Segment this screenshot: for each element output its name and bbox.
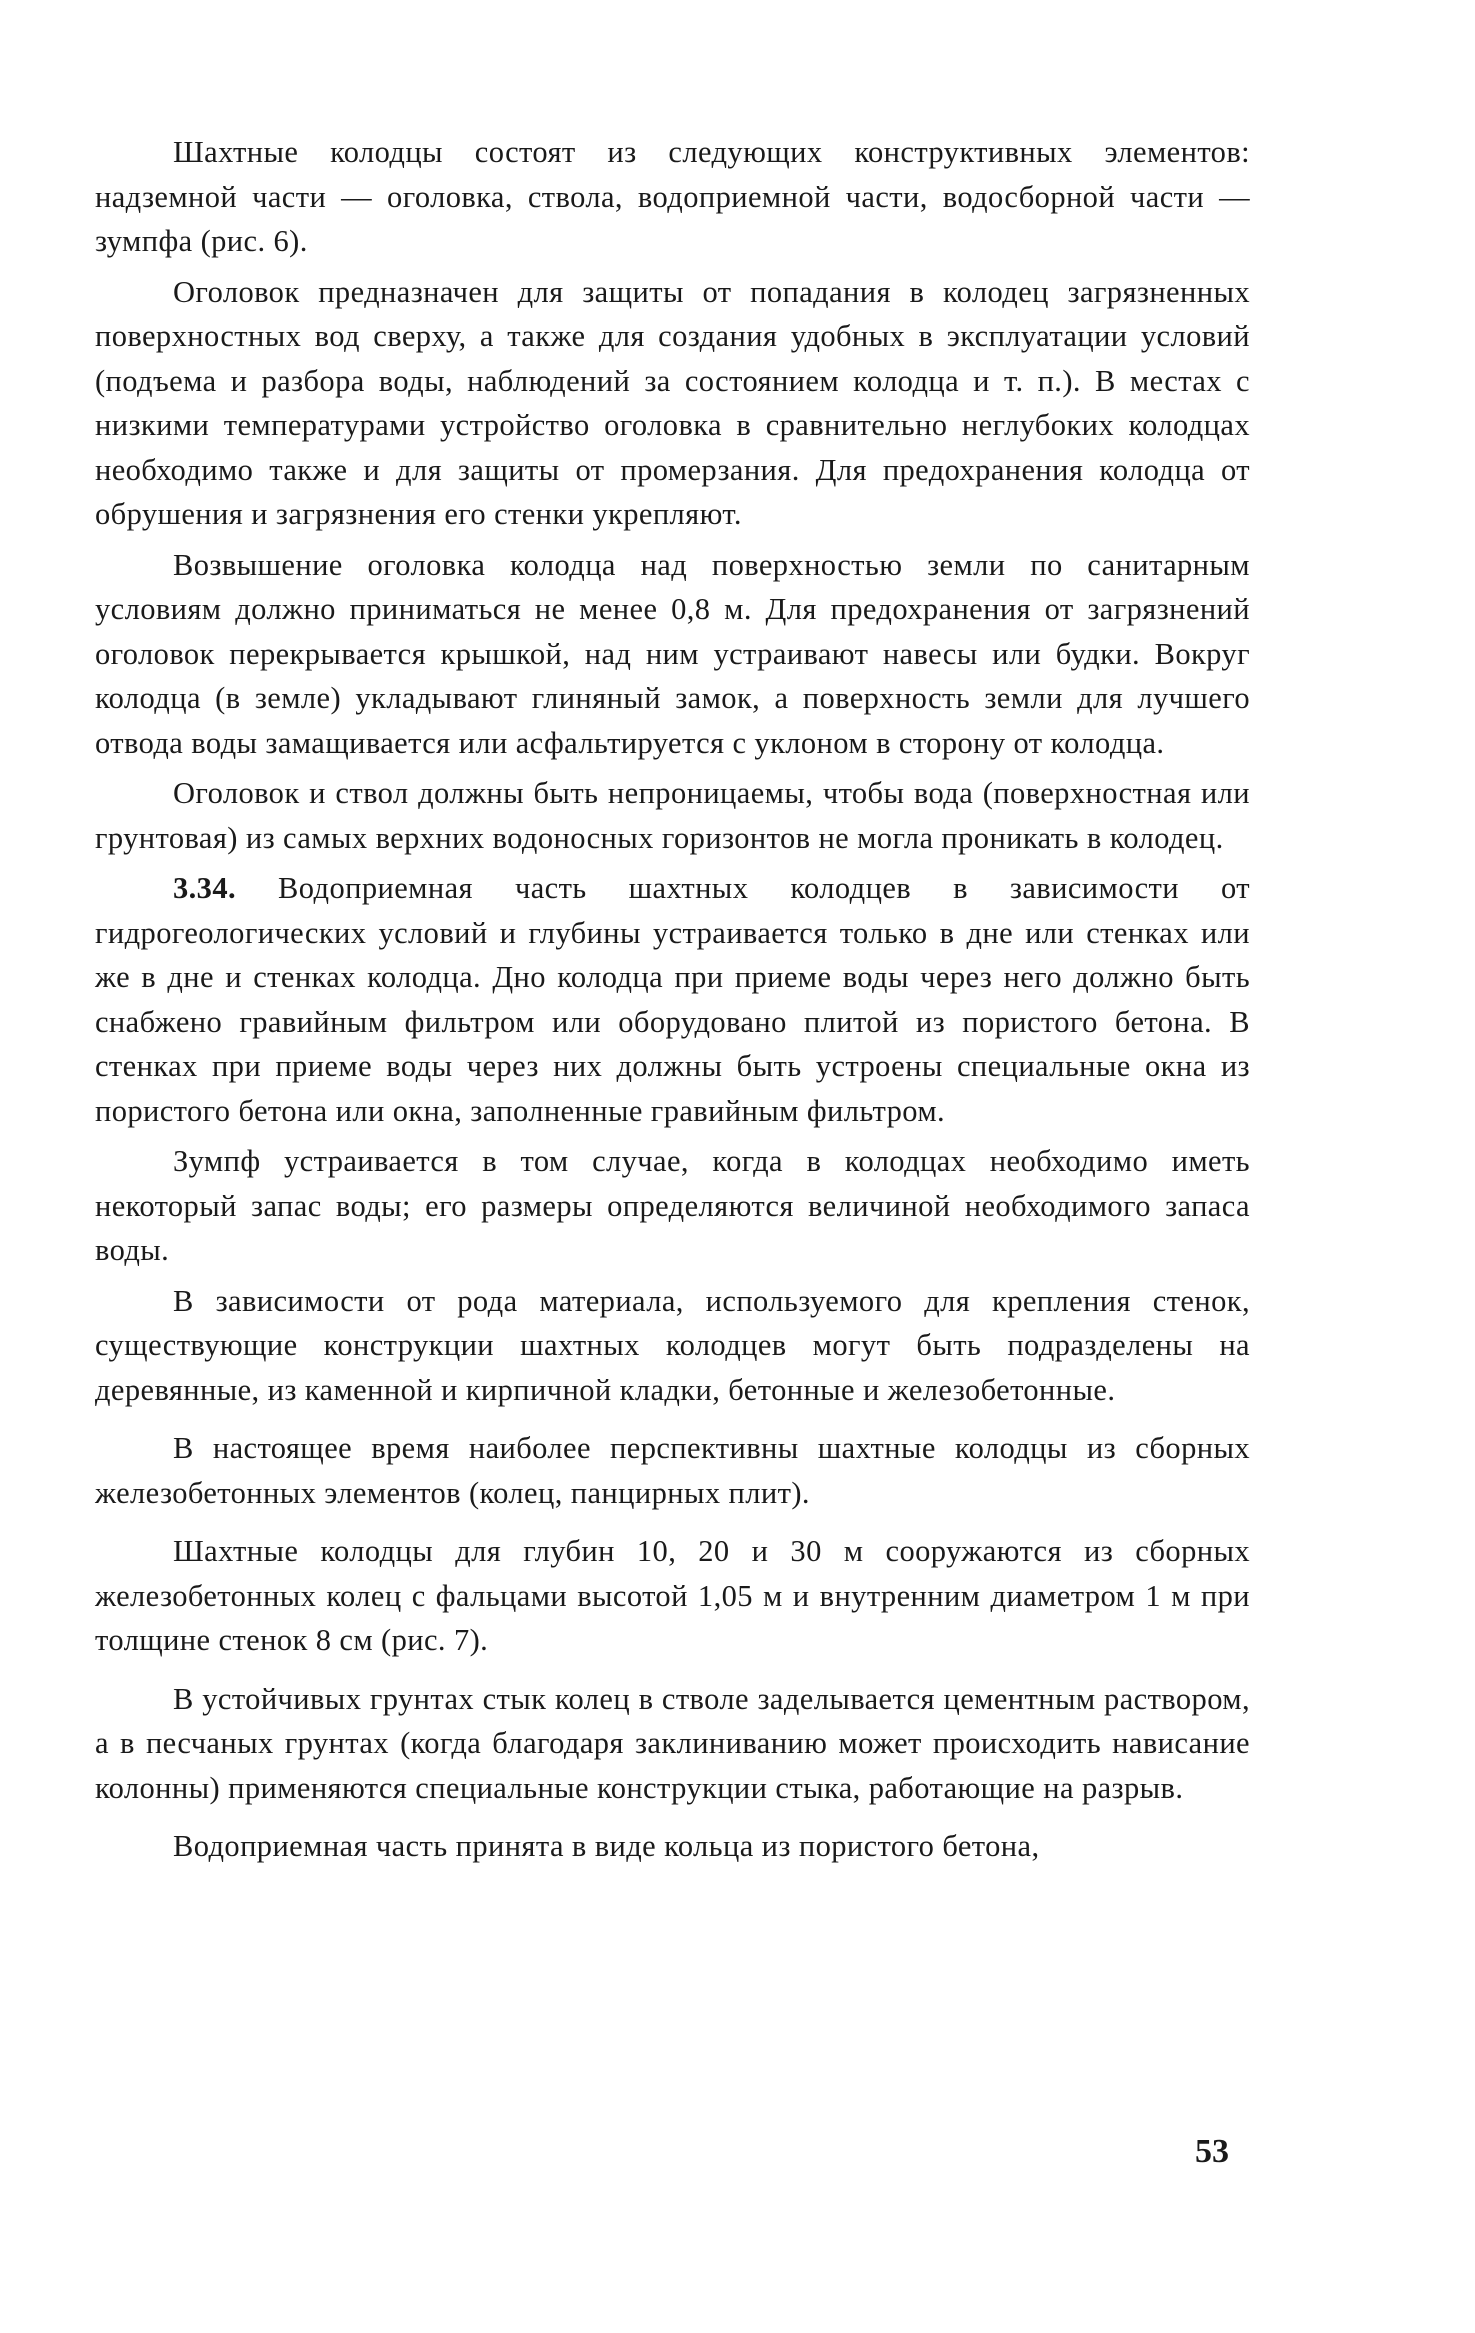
paragraph-well-head-height: Возвышение оголовка колодца над поверхностью земли по санитарным условиям должно приниматься не менее 0,8 м. Для предохранения от загрязнений оголовок перекрывается крышкой, над ним устраивают навесы или будки. Вокруг колодца (в земле) укладывают глиняный замок, а поверхность земли для лучшего отвода воды замащивается или асфальтируется с уклоном в сторону от колодца. bbox=[95, 547, 1250, 760]
clause-number: 3.34. bbox=[173, 871, 236, 905]
paragraph-impermeability: Оголовок и ствол должны быть непроницаемы, чтобы вода (поверхностная или грунтовая) из самых верхних водоносных горизонтов не могла проникать в колодец. bbox=[95, 776, 1250, 855]
page-number: 53 bbox=[1195, 2133, 1229, 2170]
page-body bbox=[95, 130, 1250, 1875]
clause-text: Водоприемная часть шахтных колодцев в зависимости от гидрогеологических условий и глубины устраивается только в дне или стенках или же в дне и стенках колодца. Дно колодца при приеме воды через него должно быть снабжено гравийным фильтром или оборудовано плитой из пористого бетона. В стенках при приеме воды через них должны быть устроены специальные окна из пористого бетона или окна, заполненные гравийным фильтром. bbox=[95, 871, 1250, 1128]
paragraph-intake-ring: Водоприемная часть принята в виде кольца из пористого бетона, bbox=[173, 1829, 1040, 1863]
paragraph-well-elements: Шахтные колодцы состоят из следующих конструктивных элементов: надземной части — оголовка, ствола, водоприемной части, водосборной части — зумпфа (рис. 6). bbox=[95, 135, 1250, 258]
paragraph-ring-joints: В устойчивых грунтах стык колец в стволе заделывается цементным раствором, а в песчаных грунтах (когда благодаря заклиниванию может происходить нависание колонны) применяются специальные конструкции стыка, работающие на разрыв. bbox=[95, 1681, 1250, 1805]
paragraph-well-head-purpose: Оголовок предназначен для защиты от попадания в колодец загрязненных поверхностных вод сверху, а также для создания удобных в эксплуатации условий (подъема и разбора воды, наблюдений за состоянием колодца и т. п.). В местах с низкими температурами устройство оголовка в сравнительно неглубоких колодцах необходимо также и для защиты от промерзания. Для предохранения колодца от обрушения и загрязнения его стенки укрепляют. bbox=[95, 274, 1250, 531]
paragraph-ring-dimensions: Шахтные колодцы для глубин 10, 20 и 30 м сооружаются из сборных железобетонных колец с фальцами высотой 1,05 м и внутренним диаметром 1 м при толщине стенок 8 см (рис. 7). bbox=[95, 1534, 1250, 1657]
paragraph-prefab-perspective: В настоящее время наиболее перспективны шахтные колодцы из сборных железобетонных элементов (колец, панцирных плит). bbox=[95, 1431, 1250, 1510]
paragraph-sump: Зумпф устраивается в том случае, когда в колодцах необходимо иметь некоторый запас воды; его размеры определяются величиной необходимого запаса воды. bbox=[95, 1144, 1250, 1267]
paragraph-wall-materials: В зависимости от рода материала, используемого для крепления стенок, существующие конструкции шахтных колодцев могут быть подразделены на деревянные, из каменной и кирпичной кладки, бетонные и железобетонные. bbox=[95, 1283, 1250, 1407]
paragraph-clause-3-34 bbox=[95, 866, 1250, 1133]
